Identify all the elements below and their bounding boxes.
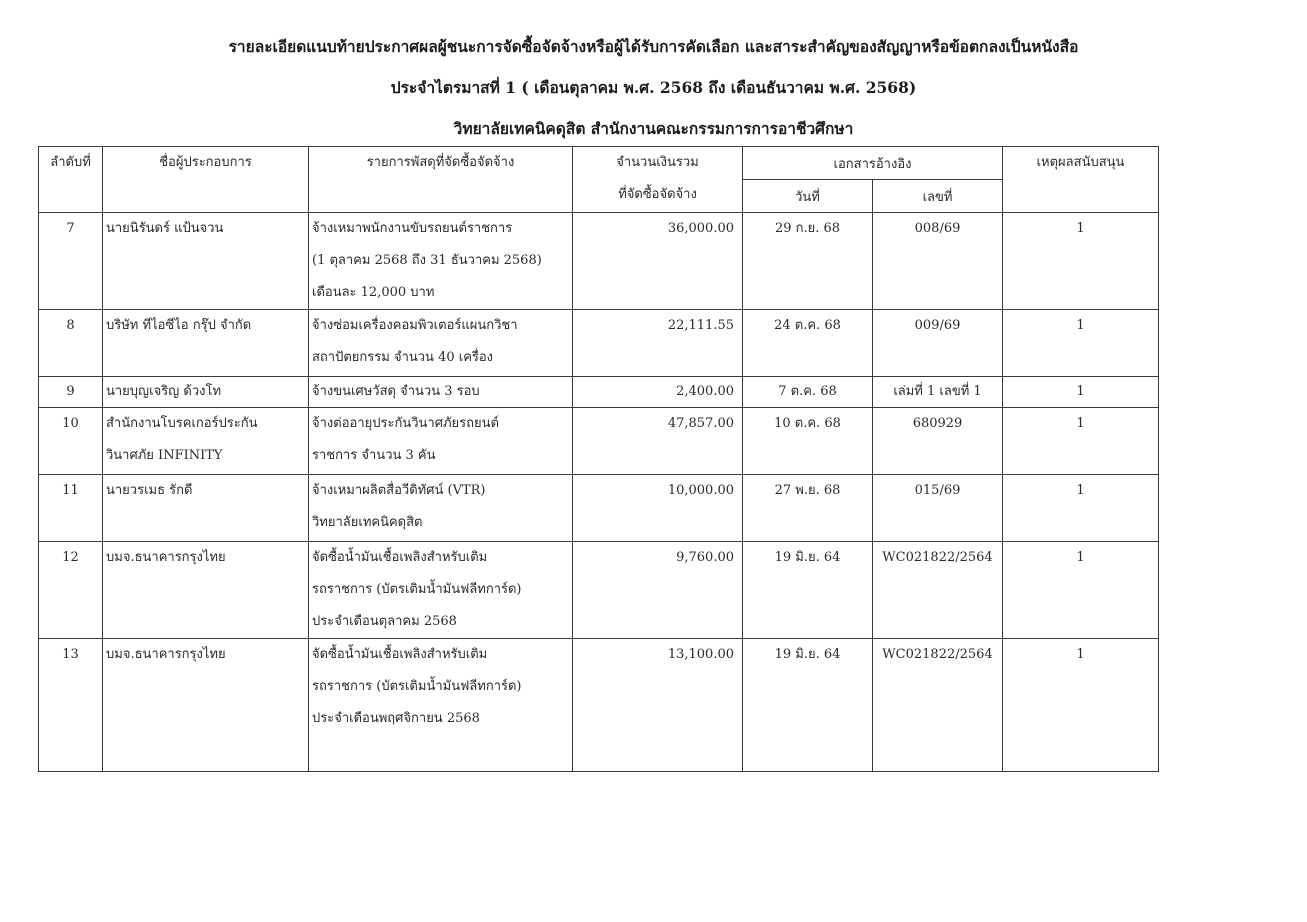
cell-amount: 22,111.55 xyxy=(573,310,743,377)
procurement-table xyxy=(38,146,1159,772)
cell-date: 10 ต.ค. 68 xyxy=(743,408,873,475)
cell-doc-no: WC021822/2564 xyxy=(873,542,1003,639)
cell-items: จ้างเหมาผลิตสื่อวีดิทัศน์ (VTR) วิทยาลัยเทคนิคดุสิต xyxy=(309,475,573,542)
cell-amount: 36,000.00 xyxy=(573,213,743,310)
cell-date: 19 มิ.ย. 64 xyxy=(743,639,873,772)
organization-subtitle: วิทยาลัยเทคนิคดุสิต สำนักงานคณะกรรมการการอาชีวศึกษา xyxy=(453,119,854,138)
header-doc-no: เลขที่ xyxy=(873,180,1003,213)
table-row xyxy=(39,639,1159,772)
cell-no: 9 xyxy=(39,377,103,408)
table-row xyxy=(39,213,1159,310)
cell-amount: 47,857.00 xyxy=(573,408,743,475)
table-row xyxy=(39,377,1159,408)
cell-no: 7 xyxy=(39,213,103,310)
cell-vendor: นายวรเมธ รักดี xyxy=(103,475,309,542)
cell-doc-no: 015/69 xyxy=(873,475,1003,542)
table-row xyxy=(39,542,1159,639)
document-header xyxy=(0,36,1307,140)
cell-amount: 2,400.00 xyxy=(573,377,743,408)
table-row xyxy=(39,310,1159,377)
cell-date: 27 พ.ย. 68 xyxy=(743,475,873,542)
cell-reason: 1 xyxy=(1003,213,1159,310)
cell-vendor: สำนักงานโบรคเกอร์ประกัน วินาศภัย INFINITY xyxy=(103,408,309,475)
cell-amount: 9,760.00 xyxy=(573,542,743,639)
cell-reason: 1 xyxy=(1003,542,1159,639)
quarter-subtitle: ประจำไตรมาสที่ 1 ( เดือนตุลาคม พ.ศ. 2568 ถึง เดือนธันวาคม พ.ศ. 2568) xyxy=(390,78,917,97)
cell-doc-no: 009/69 xyxy=(873,310,1003,377)
cell-no: 12 xyxy=(39,542,103,639)
header-no: ลำดับที่ xyxy=(39,147,103,213)
cell-reason: 1 xyxy=(1003,310,1159,377)
cell-date: 19 มิ.ย. 64 xyxy=(743,542,873,639)
cell-date: 24 ต.ค. 68 xyxy=(743,310,873,377)
table-row xyxy=(39,475,1159,542)
cell-reason: 1 xyxy=(1003,408,1159,475)
header-vendor: ชื่อผู้ประกอบการ xyxy=(103,147,309,213)
cell-vendor: บมจ.ธนาคารกรุงไทย xyxy=(103,639,309,772)
cell-items: จัดซื้อน้ำมันเชื้อเพลิงสำหรับเติม รถราชการ (บัตรเติมน้ำมันฟลีทการ์ด) ประจำเดือนตุลาคม 2568 xyxy=(309,542,573,639)
cell-doc-no: WC021822/2564 xyxy=(873,639,1003,772)
header-items: รายการพัสดุที่จัดซื้อจัดจ้าง xyxy=(309,147,573,213)
cell-date: 29 ก.ย. 68 xyxy=(743,213,873,310)
cell-doc-no: 008/69 xyxy=(873,213,1003,310)
cell-vendor: บริษัท ทีไอซีไอ กรุ๊ป จำกัด xyxy=(103,310,309,377)
cell-date: 7 ต.ค. 68 xyxy=(743,377,873,408)
cell-reason: 1 xyxy=(1003,475,1159,542)
cell-amount: 13,100.00 xyxy=(573,639,743,772)
cell-items: จ้างเหมาพนักงานขับรถยนต์ราชการ (1 ตุลาคม 2568 ถึง 31 ธันวาคม 2568) เดือนละ 12,000 บาท xyxy=(309,213,573,310)
cell-no: 11 xyxy=(39,475,103,542)
cell-items: จ้างต่ออายุประกันวินาศภัยรถยนต์ ราชการ จำนวน 3 คัน xyxy=(309,408,573,475)
cell-no: 8 xyxy=(39,310,103,377)
header-amount: จำนวนเงินรวม ที่จัดซื้อจัดจ้าง xyxy=(573,147,743,213)
cell-doc-no: 680929 xyxy=(873,408,1003,475)
header-reason: เหตุผลสนับสนุน xyxy=(1003,147,1159,213)
cell-items: จ้างขนเศษวัสดุ จำนวน 3 รอบ xyxy=(309,377,573,408)
document-title: รายละเอียดแนบท้ายประกาศผลผู้ชนะการจัดซื้อจัดจ้างหรือผู้ได้รับการคัดเลือก และสาระสำคัญของสัญญาหรือข้อตกลงเป็นหนังสือ xyxy=(228,37,1079,56)
cell-items: จ้างซ่อมเครื่องคอมพิวเตอร์แผนกวิชา สถาปัตยกรรม จำนวน 40 เครื่อง xyxy=(309,310,573,377)
cell-items: จัดซื้อน้ำมันเชื้อเพลิงสำหรับเติม รถราชการ (บัตรเติมน้ำมันฟลีทการ์ด) ประจำเดือนพฤศจิกายน 2568 xyxy=(309,639,573,772)
cell-no: 10 xyxy=(39,408,103,475)
cell-vendor: นายนิรันดร์ แป้นจวน xyxy=(103,213,309,310)
cell-reason: 1 xyxy=(1003,377,1159,408)
cell-amount: 10,000.00 xyxy=(573,475,743,542)
cell-vendor: นายบุญเจริญ ด้วงโท xyxy=(103,377,309,408)
cell-reason: 1 xyxy=(1003,639,1159,772)
header-ref-docs: เอกสารอ้างอิง xyxy=(743,147,1003,180)
cell-doc-no: เล่มที่ 1 เลขที่ 1 xyxy=(873,377,1003,408)
header-date: วันที่ xyxy=(743,180,873,213)
cell-no: 13 xyxy=(39,639,103,772)
table-row xyxy=(39,408,1159,475)
cell-vendor: บมจ.ธนาคารกรุงไทย xyxy=(103,542,309,639)
